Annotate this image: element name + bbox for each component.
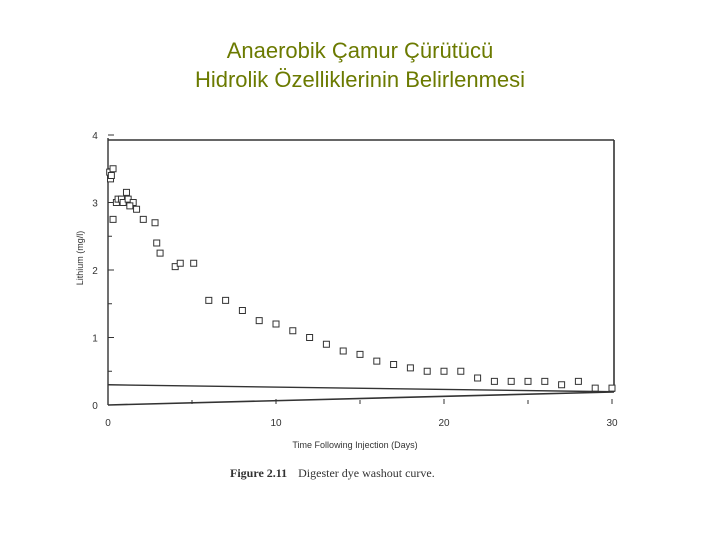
figure-caption xyxy=(230,466,435,480)
y-tick-label: 2 xyxy=(92,266,98,277)
x-axis-label: Time Following Injection (Days) xyxy=(292,440,418,450)
data-point xyxy=(206,297,212,303)
data-point xyxy=(256,318,262,324)
data-point xyxy=(575,378,581,384)
data-point xyxy=(407,365,413,371)
data-point xyxy=(154,240,160,246)
axis-ticks xyxy=(92,131,618,429)
data-point xyxy=(391,362,397,368)
data-point xyxy=(441,368,447,374)
slide-title-line-1: Anaerobik Çamur Çürütücü xyxy=(226,38,494,63)
data-point xyxy=(177,260,183,266)
data-point xyxy=(110,166,116,172)
data-point xyxy=(273,321,279,327)
data-point xyxy=(223,297,229,303)
data-point xyxy=(108,173,114,179)
y-tick-label: 1 xyxy=(92,333,98,345)
data-point xyxy=(609,385,615,391)
data-point xyxy=(290,328,296,334)
data-point xyxy=(542,378,548,384)
data-point xyxy=(239,308,245,314)
y-axis-label: Lithium (mg/l) xyxy=(75,230,85,286)
x-tick-label: 0 xyxy=(105,418,111,429)
data-point xyxy=(592,385,598,391)
data-point xyxy=(508,378,514,384)
data-point xyxy=(127,203,133,209)
x-tick-label: 20 xyxy=(438,418,450,429)
data-point xyxy=(157,250,163,256)
y-tick-label: 4 xyxy=(92,131,98,142)
data-point xyxy=(340,348,346,354)
data-point xyxy=(424,368,430,374)
data-point xyxy=(475,375,481,381)
data-point xyxy=(357,351,363,357)
x-tick-label: 30 xyxy=(606,418,618,429)
data-point xyxy=(110,216,116,222)
x-tick-label: 10 xyxy=(270,418,282,429)
data-point xyxy=(525,378,531,384)
x-axis-line xyxy=(108,392,614,405)
data-point xyxy=(134,206,140,212)
baseline-layer xyxy=(108,385,614,392)
data-point xyxy=(323,341,329,347)
figure-caption-label: Figure 2.11 xyxy=(230,466,288,480)
data-point xyxy=(491,378,497,384)
baseline-line xyxy=(108,385,614,392)
data-point xyxy=(191,260,197,266)
figure-caption-text: Digester dye washout curve. xyxy=(298,466,435,480)
data-point xyxy=(123,189,129,195)
data-points xyxy=(107,166,615,391)
data-point xyxy=(140,216,146,222)
y-tick-label: 0 xyxy=(92,401,98,412)
data-point xyxy=(152,220,158,226)
data-point xyxy=(559,382,565,388)
chart-frame xyxy=(108,138,614,405)
slide-title-line-2: Hidrolik Özelliklerinin Belirlenmesi xyxy=(194,67,526,92)
data-point xyxy=(307,335,313,341)
data-point xyxy=(458,368,464,374)
data-point xyxy=(374,358,380,364)
y-tick-label: 3 xyxy=(92,198,98,210)
